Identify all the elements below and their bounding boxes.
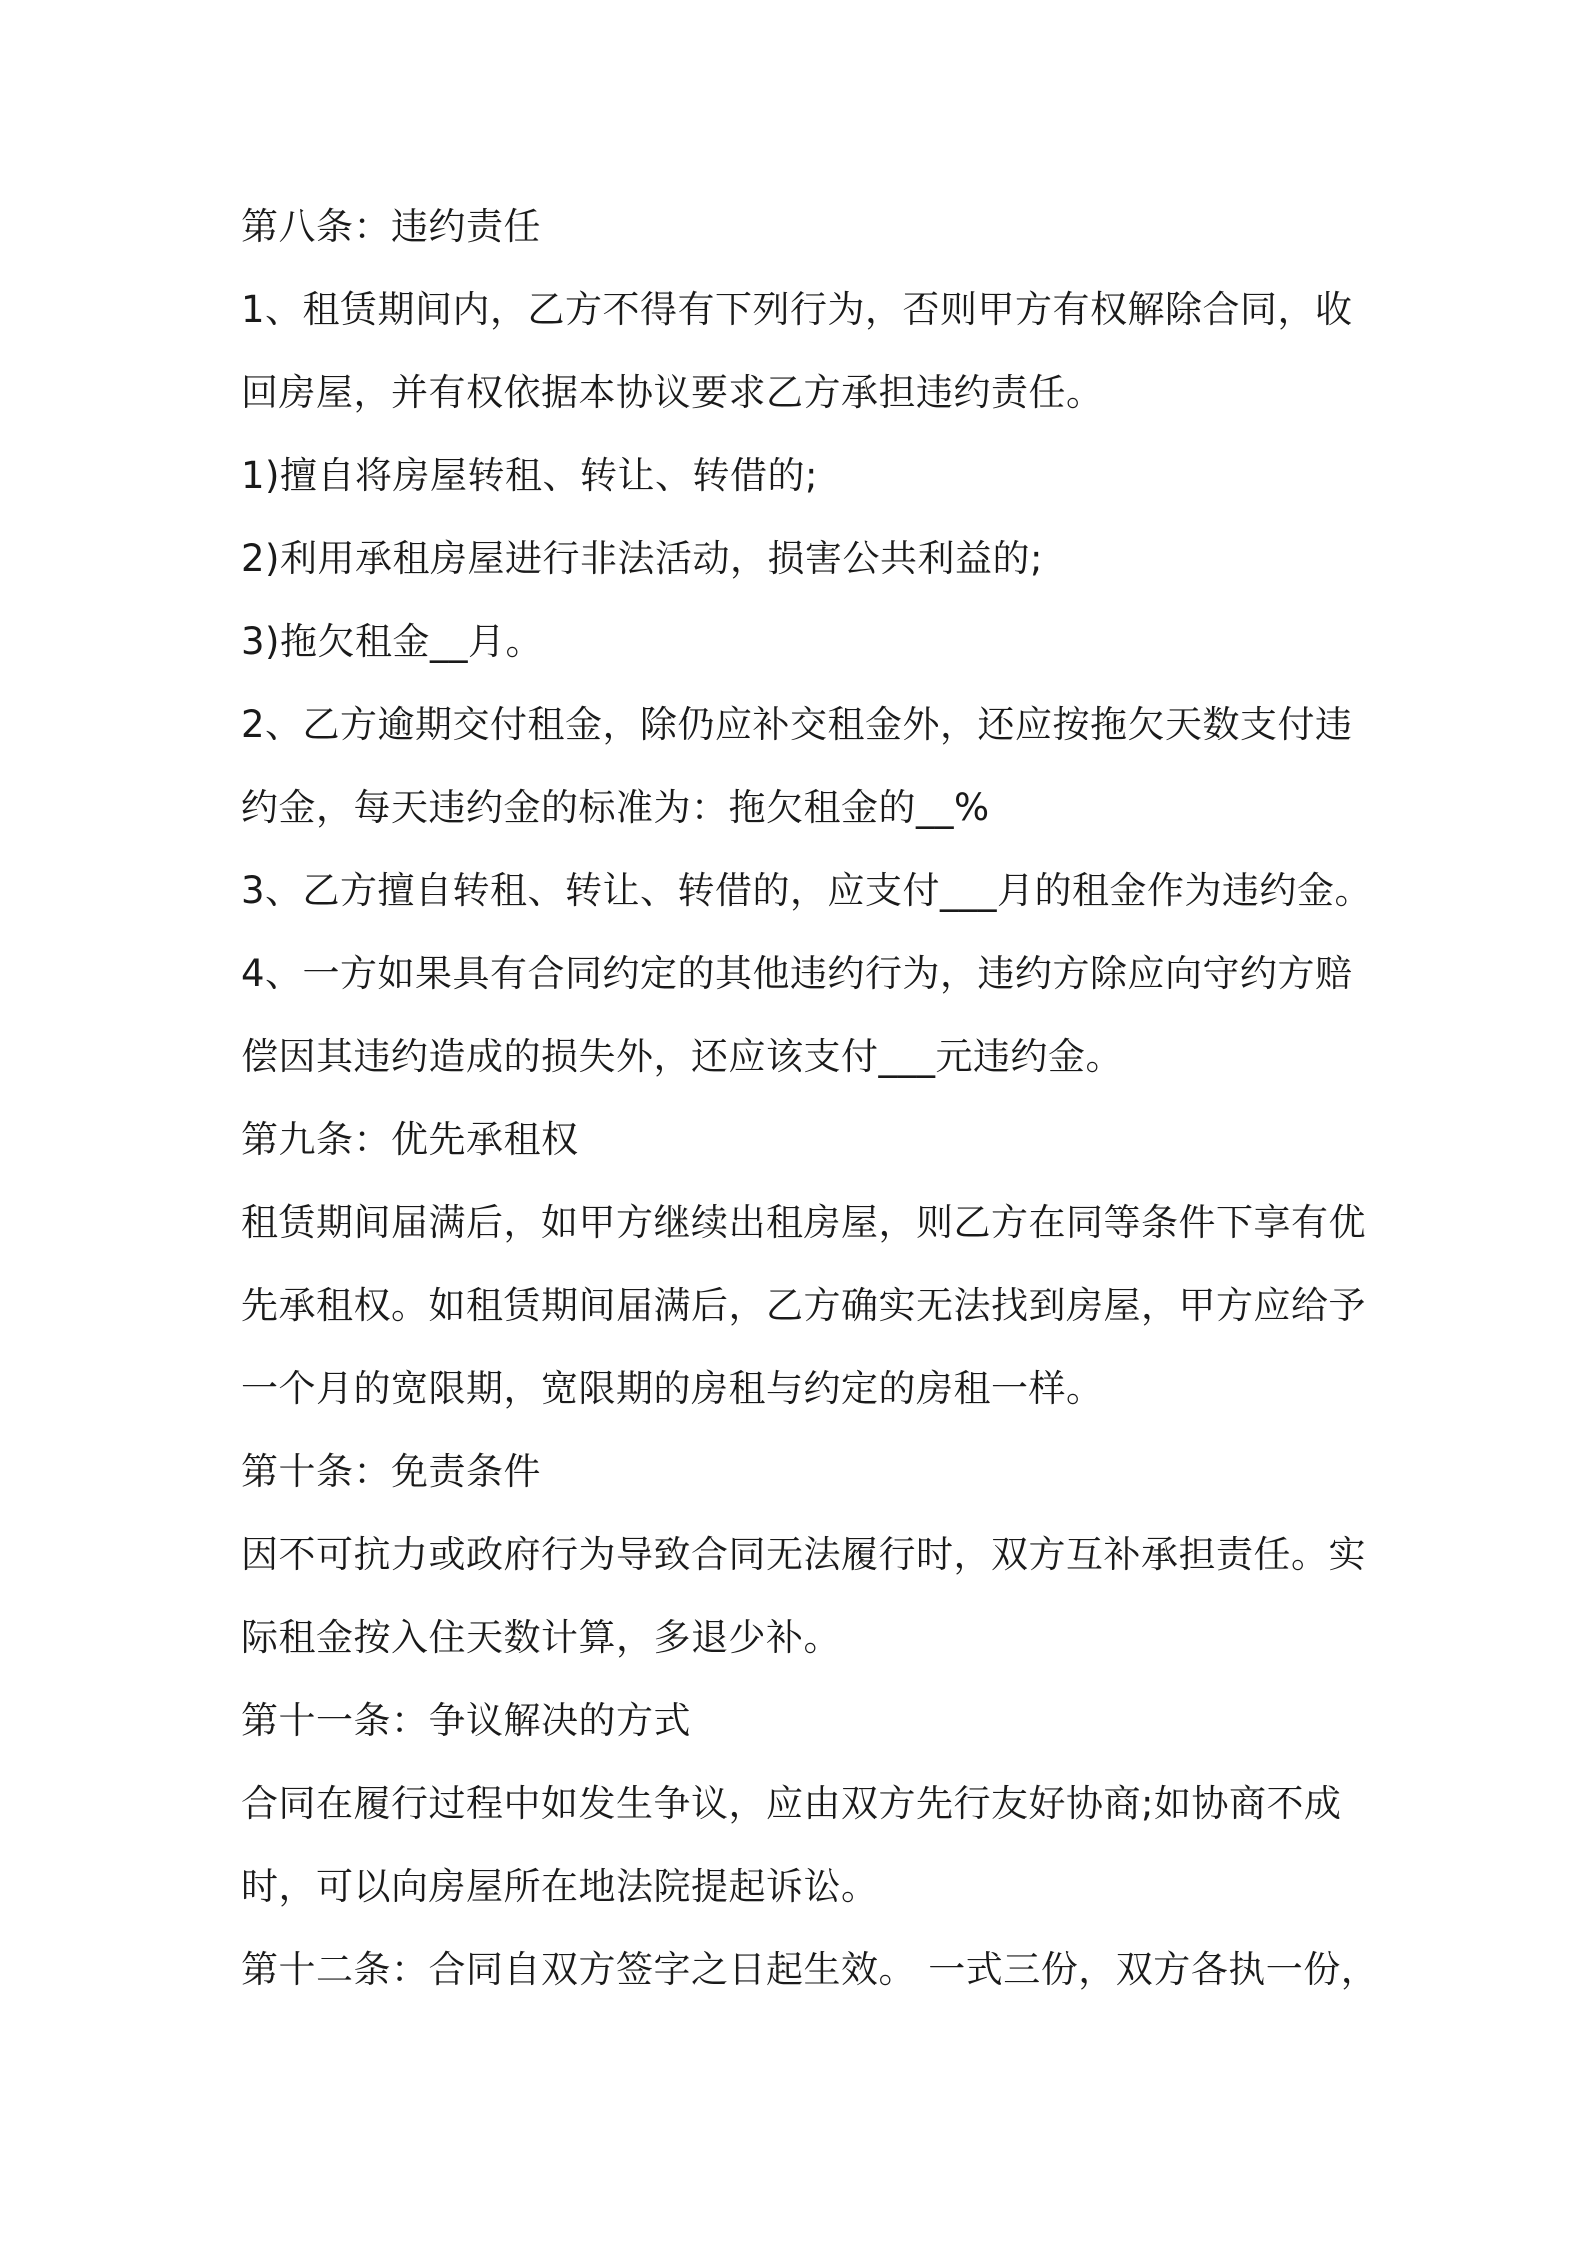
paragraph-line: 先承租权。如租赁期间届满后，乙方确实无法找到房屋，甲方应给予 (241, 1284, 1366, 1327)
paragraph-line: 际租金按入住天数计算，多退少补。 (241, 1616, 841, 1659)
article-11-heading: 第十一条：争议解决的方式 (241, 1699, 691, 1742)
paragraph-line: 合同在履行过程中如发生争议，应由双方先行友好协商;如协商不成 (241, 1782, 1342, 1825)
paragraph-line: 3、乙方擅自转租、转让、转借的，应支付___月的租金作为违约金。 (241, 869, 1373, 912)
list-item: 2)利用承租房屋进行非法活动，损害公共利益的; (241, 537, 1043, 580)
document-body (241, 197, 1379, 2023)
paragraph-line: 1、租赁期间内，乙方不得有下列行为，否则甲方有权解除合同，收 (241, 288, 1353, 331)
paragraph-line: 一个月的宽限期，宽限期的房租与约定的房租一样。 (241, 1367, 1104, 1410)
article-9-heading: 第九条：优先承租权 (241, 1118, 579, 1161)
article-8-heading: 第八条：违约责任 (241, 205, 541, 248)
paragraph-line: 2、乙方逾期交付租金，除仍应补交租金外，还应按拖欠天数支付违 (241, 703, 1353, 746)
paragraph-line: 偿因其违约造成的损失外，还应该支付___元违约金。 (241, 1035, 1123, 1078)
list-item: 1)擅自将房屋转租、转让、转借的; (241, 454, 818, 497)
list-item: 3)拖欠租金__月。 (241, 620, 543, 663)
paragraph-line: 约金，每天违约金的标准为：拖欠租金的__% (241, 786, 990, 829)
paragraph-line: 回房屋，并有权依据本协议要求乙方承担违约责任。 (241, 371, 1104, 414)
paragraph-line: 租赁期间届满后，如甲方继续出租房屋，则乙方在同等条件下享有优 (241, 1201, 1366, 1244)
paragraph-line: 4、一方如果具有合同约定的其他违约行为，违约方除应向守约方赔 (241, 952, 1353, 995)
article-12-heading: 第十二条：合同自双方签字之日起生效。 一式三份，双方各执一份， (241, 1948, 1379, 1991)
paragraph-line: 因不可抗力或政府行为导致合同无法履行时，双方互补承担责任。实 (241, 1533, 1366, 1576)
paragraph-line: 时，可以向房屋所在地法院提起诉讼。 (241, 1865, 879, 1908)
article-10-heading: 第十条：免责条件 (241, 1450, 541, 1493)
